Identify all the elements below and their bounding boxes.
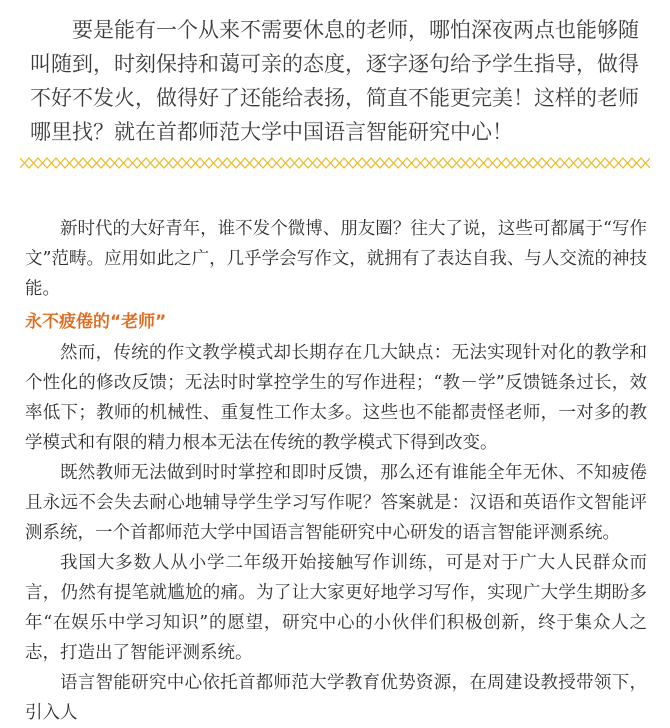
article-paragraph-1: 新时代的大好青年，谁不发个微博、朋友圈？往大了说，这些可都属于“写作文”范畴。应用如此之广，几乎学会写作文，就拥有了表达自我、与人交流的神技能。: [25, 219, 647, 299]
intro-paragraph: 要是能有一个从来不需要休息的老师，哪怕深夜两点也能够随叫随到，时刻保持和蔼可亲的态度，逐字逐句给予学生指导，做得不好不发火，做得好了还能给表扬，简直不能更完美！这样的老师哪里找？就在首都师范大学中国语言智能研究中心！: [30, 18, 639, 144]
article-paragraph-2: 然而，传统的作文教学模式却长期存在几大缺点：无法实现针对化的教学和个性化的修改反馈；无法时时掌控学生的写作进程；“教－学”反馈链条过长，效率低下；教师的机械性、重复性工作太多。这些也不能都责怪老师，一对多的教学模式和有限的精力根本无法在传统的教学模式下得到改变。: [25, 343, 647, 453]
article-body: [25, 338, 647, 728]
section-heading: 永不疲倦的“老师”: [25, 312, 167, 332]
article-paragraph-5: 语言智能研究中心依托首都师范大学教育优势资源，在周建设教授带领下，引入人: [25, 673, 647, 723]
zigzag-divider: [20, 156, 650, 170]
article-paragraph-3: 既然教师无法做到时时掌控和即时反馈，那么还有谁能全年无休、不知疲倦且永远不会失去耐心地辅导学生学习写作呢？答案就是：汉语和英语作文智能评测系统，一个首都师范大学中国语言智能研究中心研发的语言智能评测系统。: [25, 463, 647, 543]
article-paragraph-4: 我国大多数人从小学二年级开始接触写作训练，可是对于广大人民群众而言，仍然有提笔就尴尬的痛。为了让大家更好地学习写作，实现广大学生期盼多年“在娱乐中学习知识”的愿望，研究中心的小伙伴们积极创新，终于集众人之志，打造出了智能评测系统。: [25, 553, 647, 663]
